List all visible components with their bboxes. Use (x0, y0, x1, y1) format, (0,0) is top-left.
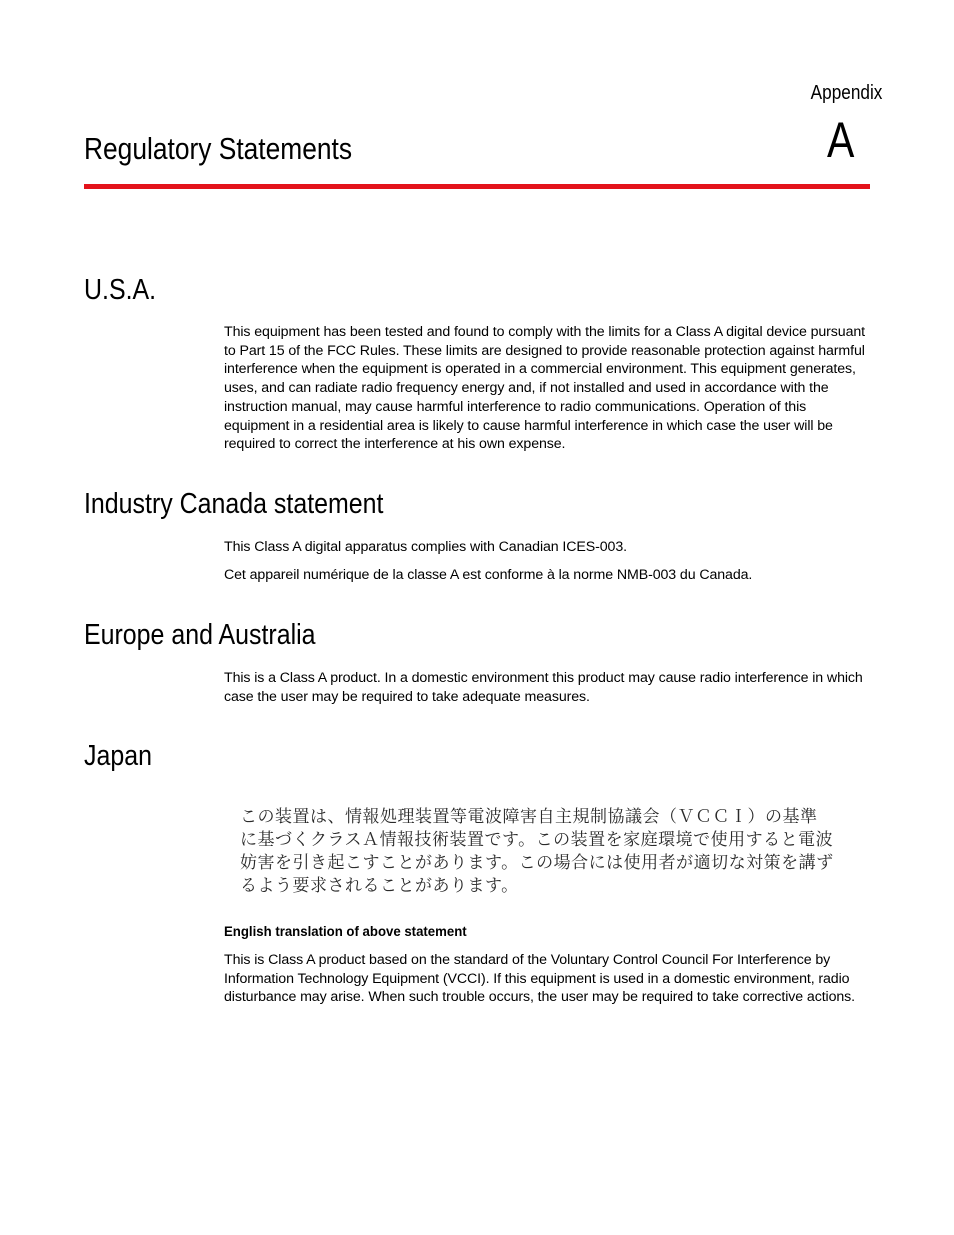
translation-statement: This is Class A product based on the standard of the Voluntary Control Council For Interference by Information Technology Equipment (VCCI). If this equipment is used in a domestic environment, radio disturbance may arise. When such trouble occurs, the user may be required to take corrective actions. (224, 952, 856, 1006)
usa-statement: This equipment has been tested and found to comply with the limits for a Class A digital device pursuant to Part 15 of the FCC Rules. These limits are designed to provide reasonable protection against harmful interference when the equipment is operated in a commercial environment. This equipment generates, uses, and can radiate radio frequency energy and, if not installed and used in accordance with the instruction manual, may cause harmful interference to radio communications. Operation of this equipment in a residential area is likely to cause harmful interference in which case the user will be required to correct the interference at his own expense. (224, 324, 866, 453)
vcci-line: るよう要求されることがあります。 (240, 876, 519, 896)
vcci-line: 妨害を引き起こすことがあります。この場合には使用者が適切な対策を講ず (240, 853, 834, 873)
page-title: Regulatory Statements (84, 131, 353, 166)
vcci-line: この装置は、情報処理装置等電波障害自主規制協議会（ＶＣＣＩ）の基準 (240, 807, 818, 827)
canada-statement-en: This Class A digital apparatus complies with Canadian ICES-003. (224, 539, 627, 555)
section-heading-canada: Industry Canada statement (84, 488, 384, 520)
appendix-letter: A (827, 112, 855, 168)
appendix-label: Appendix (810, 82, 882, 104)
translation-subheading: English translation of above statement (224, 924, 467, 940)
section-heading-japan: Japan (84, 740, 152, 772)
europe-statement: This is a Class A product. In a domestic environment this product may cause radio interference in which case the user may be required to take adequate measures. (224, 670, 863, 705)
vcci-line: に基づくクラスＡ情報技術装置です。この装置を家庭環境で使用すると電波 (240, 830, 834, 850)
title-rule (84, 184, 870, 189)
section-heading-europe: Europe and Australia (84, 619, 316, 651)
vcci-statement-image (240, 806, 840, 902)
section-heading-usa: U.S.A. (84, 274, 157, 306)
canada-statement-fr: Cet appareil numérique de la classe A est conforme à la norme NMB-003 du Canada. (224, 567, 753, 583)
